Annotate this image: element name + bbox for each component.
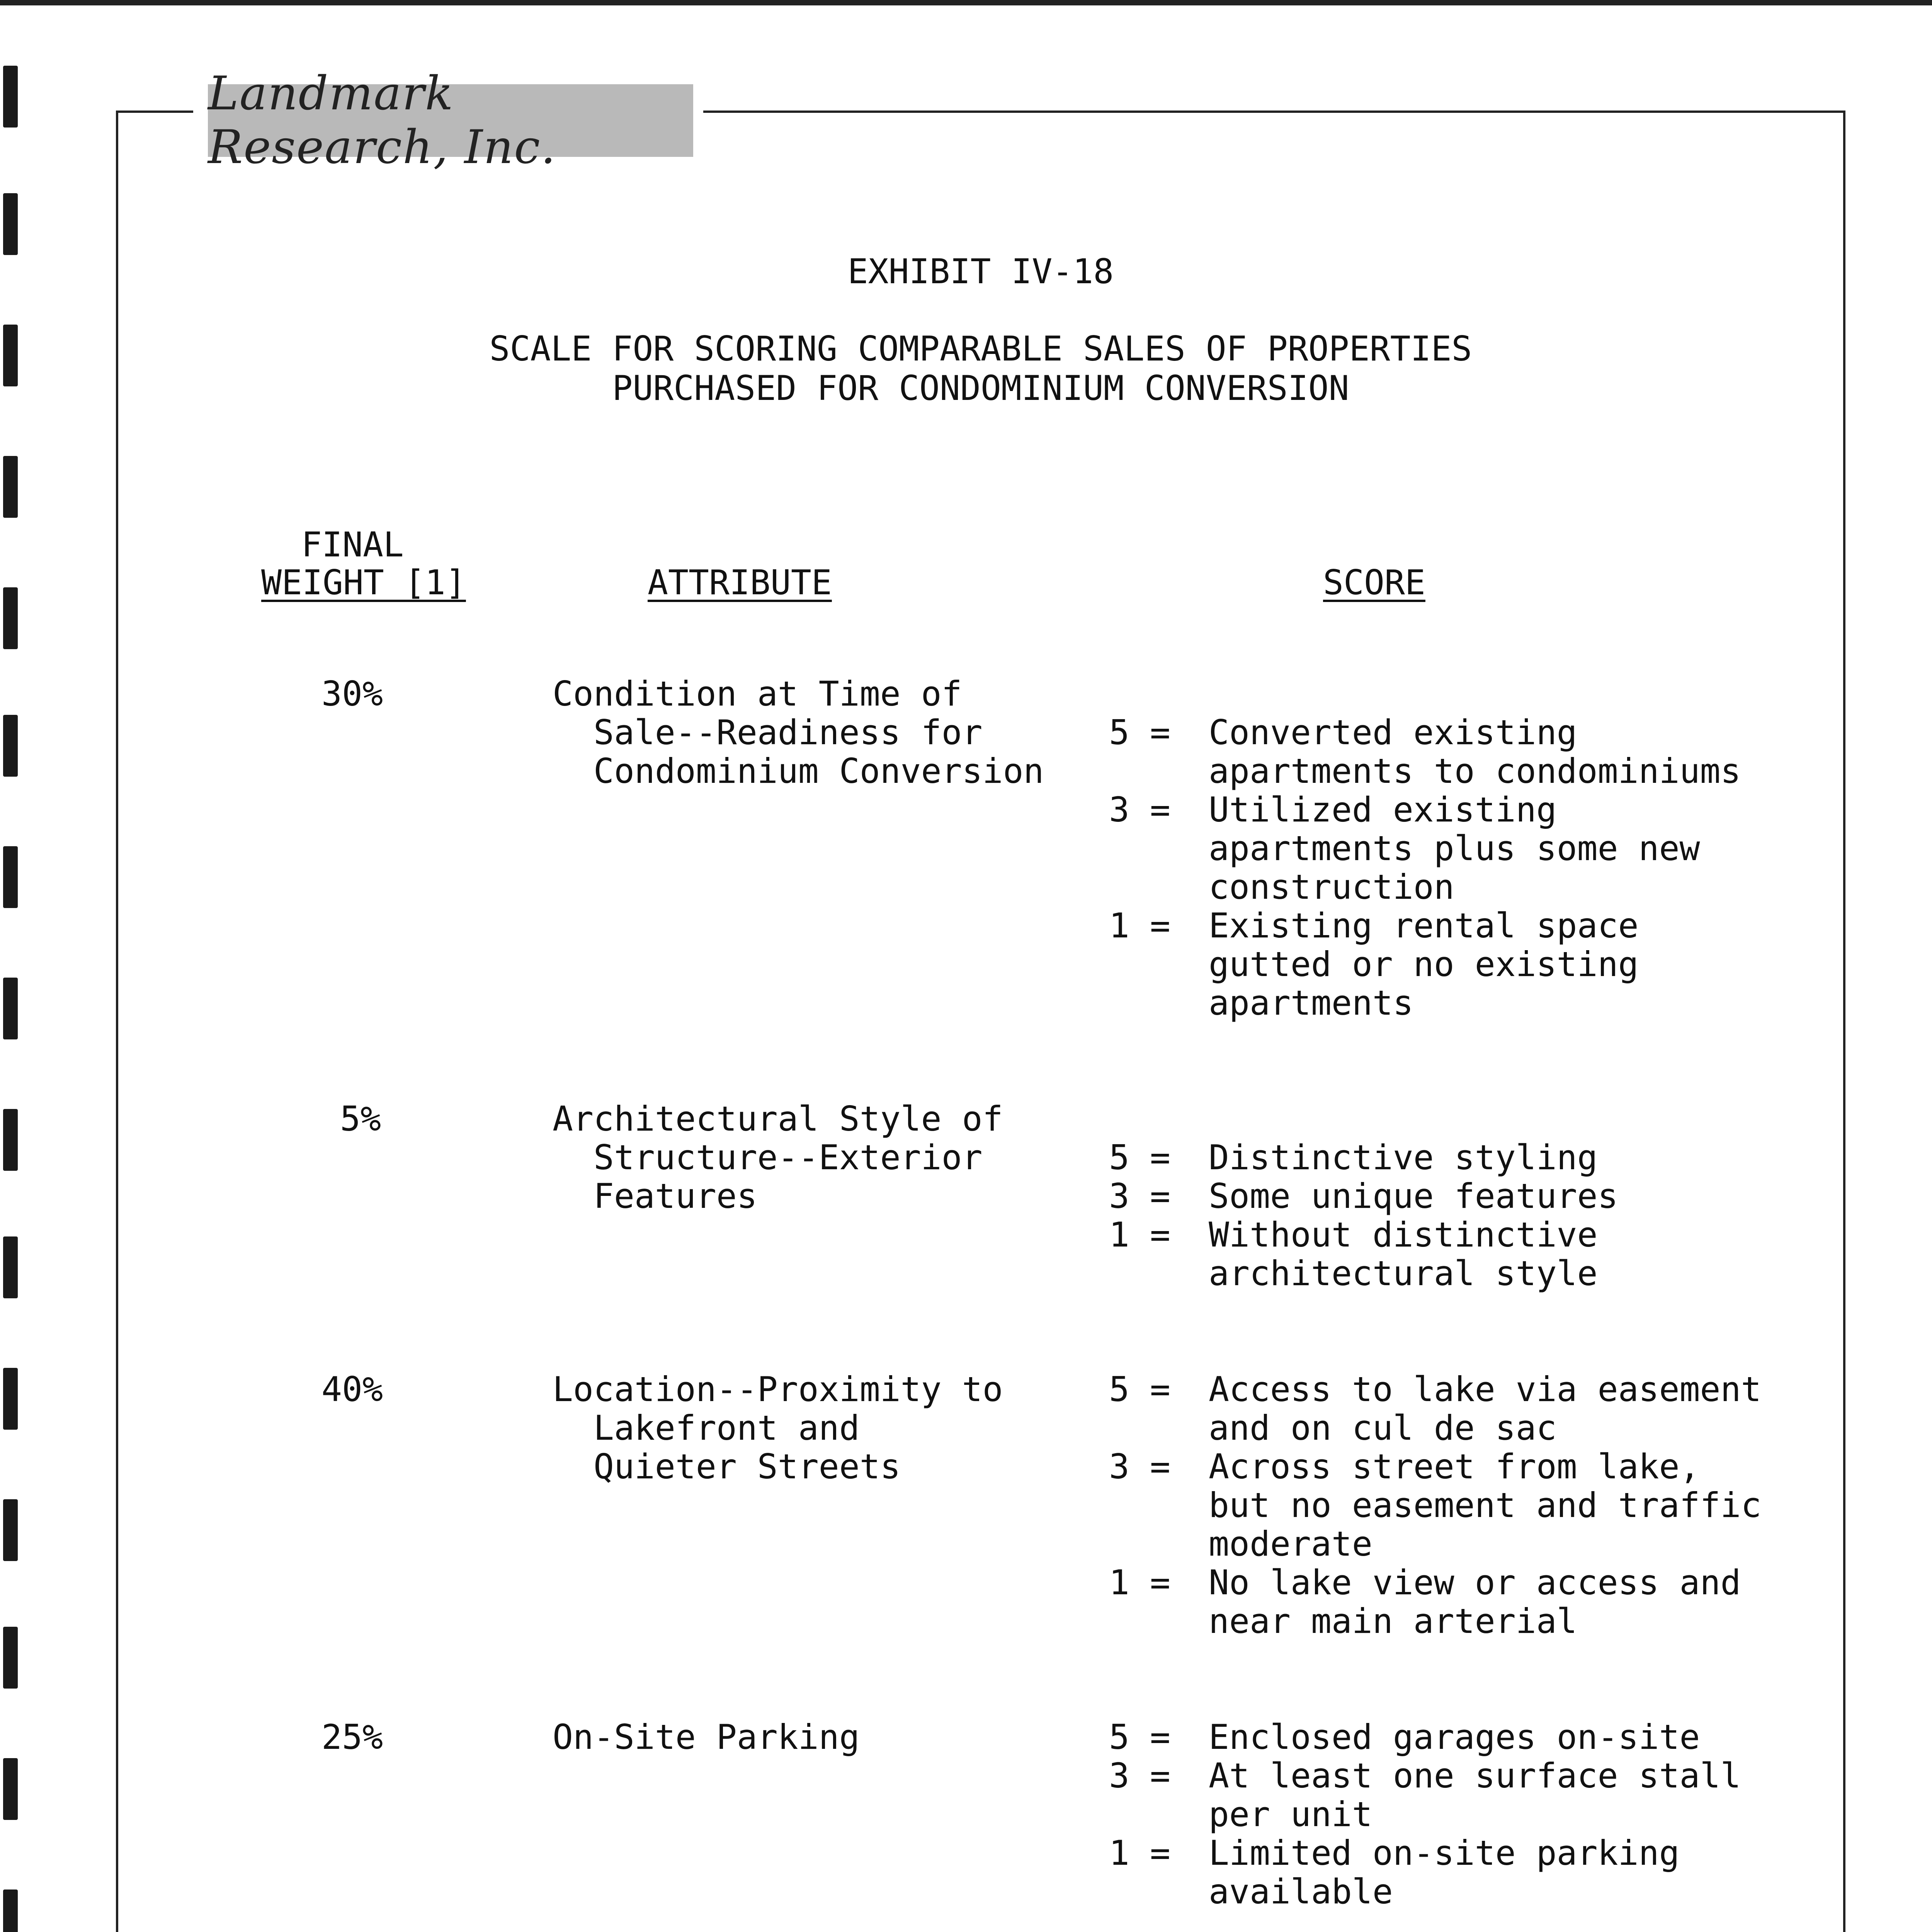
logo-text: Landmark Research, Inc. [208,67,556,174]
header-weight-line2: WEIGHT [1] [261,563,466,602]
attribute-line: On-Site Parking [553,1717,860,1757]
score-description: Converted existing [1209,713,1577,752]
score-value: 3 = [1109,1447,1170,1486]
score-description: apartments [1209,983,1413,1023]
attribute-line: Condominium Conversion [553,751,1044,791]
score-value: 5 = [1109,1138,1170,1177]
row-weight: 25% [321,1717,383,1757]
attribute-line: Condition at Time of [553,674,962,714]
attribute-line: Quieter Streets [553,1447,901,1486]
score-description: available [1209,1872,1393,1912]
score-value: 1 = [1109,1563,1170,1602]
score-description: per unit [1209,1794,1372,1834]
score-value: 1 = [1109,1833,1170,1873]
score-description: apartments plus some new [1209,828,1700,868]
row-weight: 5% [340,1099,381,1139]
score-value: 3 = [1109,790,1170,830]
row-weight: 40% [321,1369,383,1409]
attribute-line: Structure--Exterior [553,1138,983,1177]
score-description: Without distinctive [1209,1215,1598,1255]
score-description: moderate [1209,1524,1372,1564]
score-description: Enclosed garages on-site [1209,1717,1700,1757]
score-description: Access to lake via easement [1209,1369,1762,1409]
score-description: Some unique features [1209,1176,1618,1216]
score-description: near main arterial [1209,1601,1577,1641]
header-attribute: ATTRIBUTE [648,563,832,602]
score-description: architectural style [1209,1253,1598,1293]
header-score: SCORE [1323,563,1425,602]
attribute-line: Location--Proximity to [553,1369,1003,1409]
top-edge-rule [0,0,1932,5]
score-description: construction [1209,867,1454,907]
attribute-line: Lakefront and [553,1408,860,1448]
score-description: apartments to condominiums [1209,751,1741,791]
attribute-line: Architectural Style of [553,1099,1003,1139]
score-description: At least one surface stall [1209,1756,1741,1796]
score-description: Limited on-site parking [1209,1833,1680,1873]
score-description: but no easement and traffic [1209,1485,1762,1525]
score-description: Distinctive styling [1209,1138,1598,1177]
score-description: Across street from lake, [1209,1447,1700,1486]
company-logo [208,67,693,174]
score-value: 5 = [1109,713,1170,752]
score-value: 3 = [1109,1176,1170,1216]
score-description: Existing rental space [1209,906,1639,946]
attribute-line: Sale--Readiness for [553,713,983,752]
score-description: gutted or no existing [1209,944,1639,984]
score-value: 5 = [1109,1717,1170,1757]
score-value: 3 = [1109,1756,1170,1796]
binding-holes [3,0,21,1932]
exhibit-title-line2: PURCHASED FOR CONDOMINIUM CONVERSION [612,368,1349,408]
score-description: and on cul de sac [1209,1408,1557,1448]
attribute-line: Features [553,1176,757,1216]
row-weight: 30% [321,674,383,714]
header-weight-line1: FINAL [301,525,404,565]
score-value: 1 = [1109,1215,1170,1255]
score-value: 1 = [1109,906,1170,946]
exhibit-number: EXHIBIT IV-18 [847,252,1114,291]
score-value: 5 = [1109,1369,1170,1409]
score-description: Utilized existing [1209,790,1557,830]
score-description: No lake view or access and [1209,1563,1741,1602]
exhibit-title-line1: SCALE FOR SCORING COMPARABLE SALES OF PROPERTIES [489,329,1472,369]
